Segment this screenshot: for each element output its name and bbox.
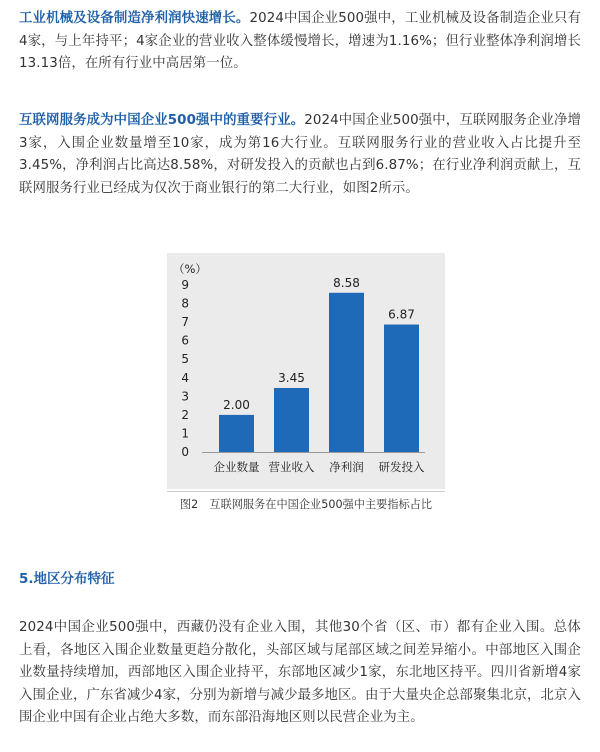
section-title: 5.地区分布特征: [19, 571, 115, 587]
paragraph-lead: 互联网服务成为中国企业500强中的重要行业。: [19, 113, 305, 128]
bar-value-label: 2.00: [223, 397, 250, 412]
paragraph-body: 2024中国企业500强中，工业机械及设备制造企业只有4家，与上年持平；4家企业的营业收入整体缓慢增长，增速为1.16%；但行业整体净利润增长13.13倍，在所有行业中高居第一位。: [19, 11, 581, 71]
figure-caption: 图2 互联网服务在中国企业500强中主要指标占比: [179, 498, 433, 511]
y-tick-label: 9: [181, 278, 189, 292]
caption-divider: [167, 491, 445, 492]
paragraph-lead: 工业机械及设备制造净利润快速增长。: [19, 11, 250, 26]
paragraph-body: 2024中国企业500强中，西藏仍没有企业入围，其他30个省（区、市）都有企业入围。总体上看，各地区入围企业数量更趋分散化，头部区域与尾部区域之间差异缩小。中部地区入围企业数量持续增加，西部地区入围企业持平，东部地区减少1家，东北地区持平。四川省新增4家入围企业，广东省减少4家，分别为新增与减少最多地区。由于大量央企总部聚集北京，北京入围企业中国有企业占绝大多数，而东部沿海地区则以民营企业为主。: [19, 620, 581, 725]
bar-value-label: 8.58: [333, 275, 360, 290]
x-category-label: 企业数量: [213, 460, 260, 474]
bar-chart: [167, 253, 445, 489]
y-tick-label: 8: [181, 296, 189, 311]
bar-2: [274, 388, 309, 452]
y-tick-label: 5: [181, 352, 189, 367]
bar-4: [384, 325, 419, 452]
y-tick-label: 2: [181, 407, 189, 422]
x-category-label: 营业收入: [268, 460, 315, 474]
y-tick-label: 3: [181, 389, 189, 404]
bar-value-label: 6.87: [388, 307, 415, 322]
bar-1: [219, 415, 254, 452]
y-tick-label: 1: [181, 426, 189, 441]
y-tick-label: 7: [181, 315, 189, 330]
bar-chart-figure: [167, 253, 445, 489]
x-category-label: 净利润: [329, 460, 364, 474]
y-tick-label: 6: [181, 333, 189, 348]
bar-3: [329, 293, 364, 452]
paragraph-industrial-machinery: [19, 8, 581, 76]
y-axis-label: （%）: [173, 262, 207, 276]
paragraph-internet-services: [19, 110, 581, 200]
bar-value-label: 3.45: [278, 370, 305, 385]
y-tick-label: 0: [181, 445, 189, 459]
x-category-label: 研发投入: [378, 460, 425, 474]
y-tick-label: 4: [181, 370, 189, 385]
paragraph-regional-distribution: [19, 617, 581, 730]
paragraph-body: 2024中国企业500强中，互联网服务企业净增3家，入围企业数量增至10家，成为第16大行业。互联网服务行业的营业收入占比提升至3.45%，净利润占比高达8.58%，对研发投入的贡献也占到6.87%；在行业净利润贡献上，互联网服务行业已经成为仅次于商业银行的第二大行业，如图2所示。: [19, 113, 582, 196]
